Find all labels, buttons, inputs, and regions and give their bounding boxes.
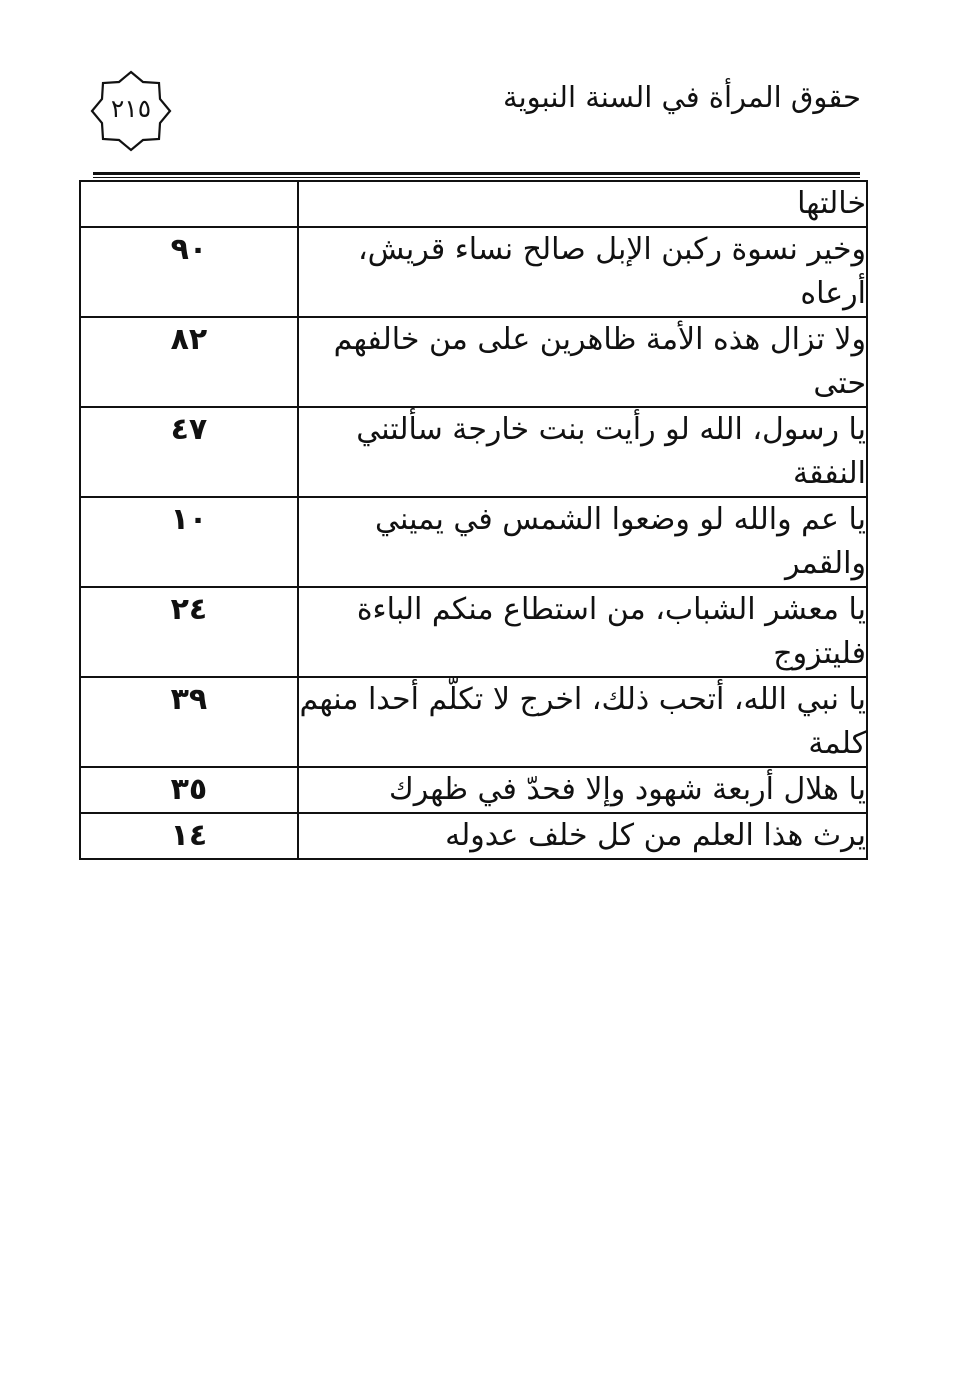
page-ref-cell: ١٤ [80, 813, 298, 859]
hadith-text-cell: خالتها [298, 181, 867, 227]
hadith-text-cell: يا رسول، الله لو رأيت بنت خارجة سألتني النفقة [298, 407, 867, 497]
hadith-text-cell: يرث هذا العلم من كل خلف عدوله [298, 813, 867, 859]
table-row [80, 767, 867, 813]
page-header-title: حقوق المرأة في السنة النبوية [503, 80, 861, 114]
page-ref-cell: ٩٠ [80, 227, 298, 317]
page-number: ٢١٥ [110, 94, 152, 123]
hadith-text-cell: يا عم والله لو وضعوا الشمس في يميني والقمر [298, 497, 867, 587]
page-ref-cell: ٤٧ [80, 407, 298, 497]
page-ref-cell: ١٠ [80, 497, 298, 587]
hadith-text-cell: يا نبي الله، أتحب ذلك، اخرج لا تكلّم أحدا منهم كلمة [298, 677, 867, 767]
hadith-text-cell: يا هلال أربعة شهود وإلا فحدّ في ظهرك [298, 767, 867, 813]
hadith-index-table [79, 180, 868, 860]
table-row [80, 317, 867, 407]
header-divider [93, 172, 860, 175]
table-row [80, 407, 867, 497]
table-row [80, 587, 867, 677]
header-divider-thin [93, 177, 860, 178]
page-ref-cell [80, 181, 298, 227]
table-row [80, 497, 867, 587]
table-row [80, 181, 867, 227]
page-ref-cell: ٣٥ [80, 767, 298, 813]
page-ref-cell: ٣٩ [80, 677, 298, 767]
table-row [80, 813, 867, 859]
hadith-text-cell: وخير نسوة ركبن الإبل صالح نساء قريش، أرعاه [298, 227, 867, 317]
hadith-text-cell: يا معشر الشباب، من استطاع منكم الباءة فليتزوج [298, 587, 867, 677]
page-ref-cell: ٨٢ [80, 317, 298, 407]
page-ref-cell: ٢٤ [80, 587, 298, 677]
page-number-badge [88, 68, 174, 154]
table-row [80, 227, 867, 317]
table-row [80, 677, 867, 767]
hadith-text-cell: ولا تزال هذه الأمة ظاهرين على من خالفهم حتى [298, 317, 867, 407]
